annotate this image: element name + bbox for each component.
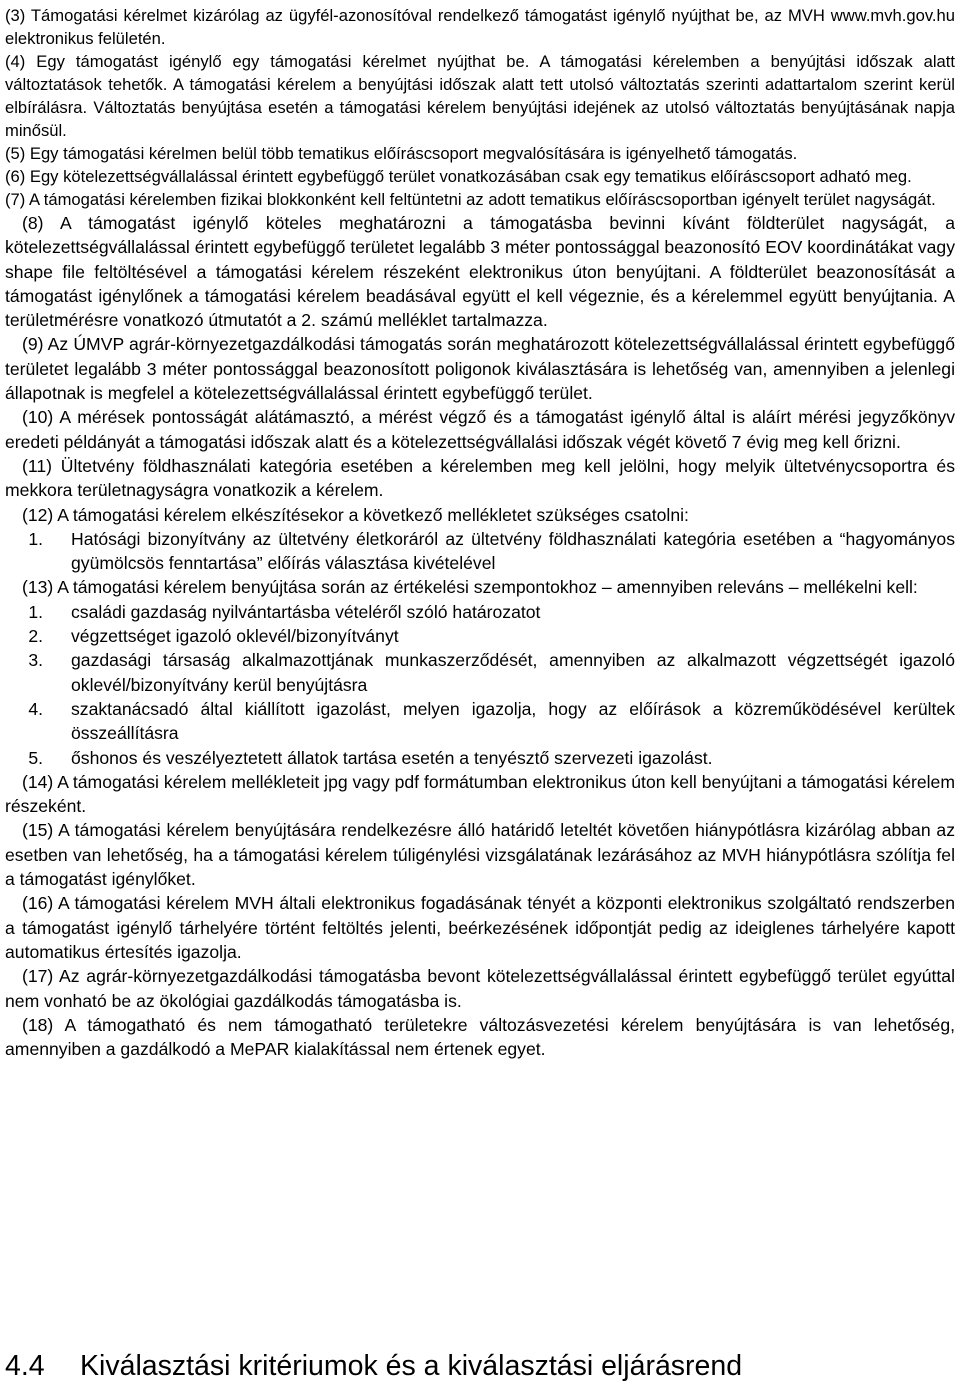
list-item-text: végzettséget igazoló oklevél/bizonyítványt xyxy=(71,626,399,647)
paragraph-15: (15) A támogatási kérelem benyújtására rendelkezésre álló határidő leteltét követően hiánypótlásra kizárólag abban az esetben van lehetőség, ha a támogatási kérelem túligénylési vizsgálatának lezárásához az MVH hiánypótlásra szólítja fel a támogatást igénylőket. xyxy=(5,820,955,890)
paragraph-12: (12) A támogatási kérelem elkészítésekor a következő mellékletet szükséges csatolni: xyxy=(22,504,689,525)
list-item-text: szaktanácsadó által kiállított igazolást, melyen igazolja, hogy az előírások a közreműködésével kerültek összeállításra xyxy=(71,698,955,744)
section-title: Kiválasztási kritériumok és a kiválasztási eljárásrend xyxy=(80,1350,743,1382)
paragraph-9: (9) Az ÚMVP agrár-környezetgazdálkodási támogatás során meghatározott kötelezettségvállalással érintett egybefüggő területet legalább 3 méter pontossággal beazonosított poligonok kiválasztására is lehetőség van, amennyiben a jelenlegi állapotnak is megfelel a kötelezettségvállalással érintett egybefüggő terület. xyxy=(5,334,955,404)
paragraph-11: (11) Ültetvény földhasználati kategória esetében a kérelemben meg kell jelölni, hogy melyik ültetvénycsoportra és mekkora területnagyságra vonatkozik a kérelem. xyxy=(5,455,955,501)
list-item-number: 1. xyxy=(28,528,43,549)
attachment-list-12 xyxy=(5,527,955,576)
paragraph-14: (14) A támogatási kérelem mellékleteit jpg vagy pdf formátumban elektronikus úton kell benyújtani a támogatási kérelem részeként. xyxy=(5,771,955,817)
list-item-text: Hatósági bizonyítvány az ültetvény életkoráról az ültetvény földhasználati kategória esetében a “hagyományos gyümölcsös fenntartása” előírás választása kivételével xyxy=(71,528,955,574)
paragraph-5: (5) Egy támogatási kérelmen belül több tematikus előíráscsoport megvalósítására is igényelhető támogatás. xyxy=(5,144,798,163)
paragraph-10: (10) A mérések pontosságát alátámasztó, a mérést végző és a támogatást igénylő által is aláírt mérési jegyzőkönyv eredeti példányát a támogatási időszak alatt és a kötelezettségvállalási időszak végét követő 7 évig meg kell őrizni. xyxy=(5,407,955,452)
list-item xyxy=(5,527,955,576)
list-item xyxy=(5,648,955,697)
paragraph-16: (16) A támogatási kérelem MVH általi elektronikus fogadásának tényét a központi elektronikus szolgáltató rendszerben a támogatást igénylő tárhelyére történt feltöltés jelenti, beérkezésének időpontját pedig az ideiglenes tárhelyére kapott automatikus értesítés igazolja. xyxy=(5,893,955,962)
paragraph-17: (17) Az agrár-környezetgazdálkodási támogatásba bevont kötelezettségvállalással érintett egybefüggő terület egyúttal nem vonható be az ökológiai gazdálkodás támogatásba is. xyxy=(5,966,955,1011)
paragraph-4: (4) Egy támogatást igénylő egy támogatási kérelmet nyújthat be. A támogatási kérelemben a benyújtási időszak alatt változtatások tehetők. A támogatási kérelem a benyújtási időszak alatt tett utolsó változtatás szerinti adattartalom szerint kerül elbírálásra. Változtatás benyújtása esetén a támogatási kérelem benyújtási idejének az utolsó változtatás benyújtásának napja minősül. xyxy=(5,52,955,140)
list-item-text: családi gazdaság nyilvántartásba vételéről szóló határozatot xyxy=(71,601,541,622)
attachment-list-13 xyxy=(5,600,955,770)
document-body xyxy=(5,4,955,1061)
paragraph-18: (18) A támogatható és nem támogatható területekre változásvezetési kérelem benyújtására is van lehetőség, amennyiben a gazdálkodó a MePAR kialakítással nem értenek egyet. xyxy=(5,1014,955,1060)
paragraph-13: (13) A támogatási kérelem benyújtása során az értékelési szempontokhoz – amennyiben releváns – mellékelni kell: xyxy=(22,577,918,598)
list-item-number: 1. xyxy=(28,601,43,622)
list-item-text: őshonos és veszélyeztetett állatok tartása esetén a tenyésztő szervezeti igazolást. xyxy=(71,747,713,768)
paragraph-6: (6) Egy kötelezettségvállalással érintett egybefüggő terület vonatkozásában csak egy tematikus előíráscsoport adható meg. xyxy=(5,167,912,186)
list-item xyxy=(5,600,955,624)
list-item-text: gazdasági társaság alkalmazottjának munkaszerződését, amennyiben az alkalmazott végzettségét igazoló oklevél/bizonyítvány kerül benyújtásra xyxy=(71,650,955,695)
paragraph-7: (7) A támogatási kérelemben fizikai blokkonként kell feltüntetni az adott tematikus előíráscsoportban igényelt terület nagyságát. xyxy=(5,190,936,209)
list-item-number: 3. xyxy=(28,650,43,671)
list-item-number: 4. xyxy=(28,698,43,719)
list-item xyxy=(5,746,955,770)
list-item-number: 2. xyxy=(28,626,43,647)
section-number: 4.4 xyxy=(5,1350,45,1382)
list-item xyxy=(5,624,955,648)
list-item xyxy=(5,697,955,746)
paragraph-8: (8) A támogatást igénylő köteles meghatározni a támogatásba bevinni kívánt földterület nagyságát, a kötelezettségvállalással érintett egybefüggő területet legalább 3 méter pontossággal beazonosító EOV koordinátákat vagy shape file feltöltésével a támogatási kérelem részeként elektronikus úton benyújtani. A földterület beazonosítását a támogatást igénylőnek a támogatási kérelem beadásával együtt el kell végeznie, és a kérelemmel együtt benyújtania. A területmérésre vonatkozó útmutatót a 2. számú melléklet tartalmazza. xyxy=(5,213,955,331)
list-item-number: 5. xyxy=(28,747,43,768)
section-heading xyxy=(5,1348,955,1384)
paragraph-3: (3) Támogatási kérelmet kizárólag az ügyfél-azonosítóval rendelkező támogatást igénylő nyújthat be, az MVH www.mvh.gov.hu elektronikus felületén. xyxy=(5,6,955,48)
